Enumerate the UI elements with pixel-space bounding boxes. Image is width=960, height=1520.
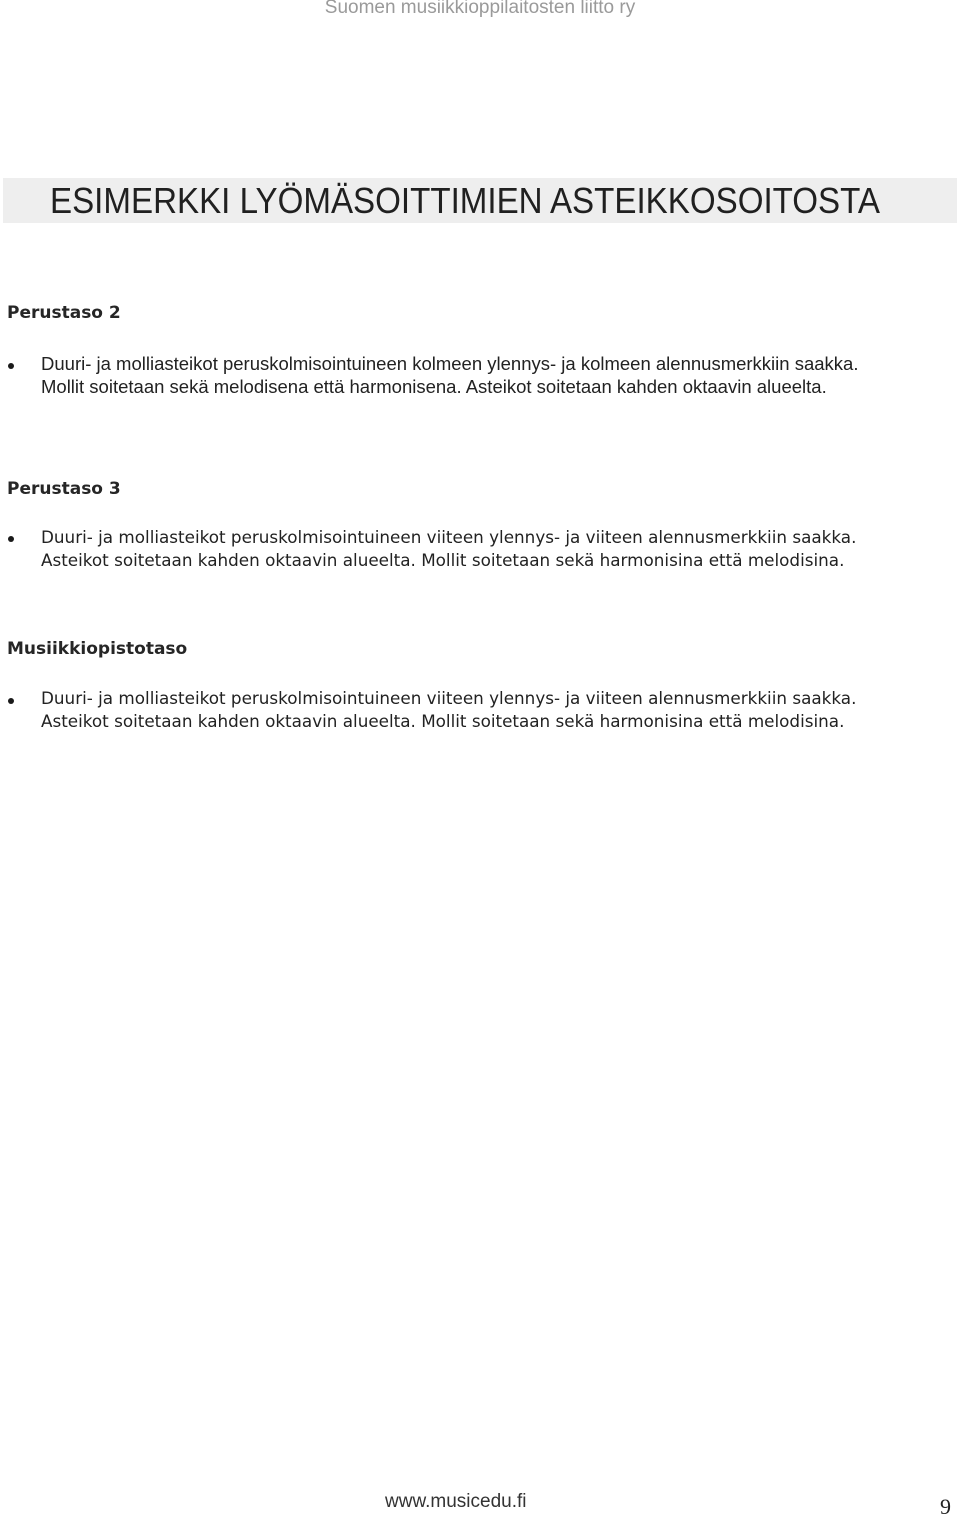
list-item-line: Duuri- ja molliasteikot peruskolmisointuineen viiteen ylennys- ja viiteen alennusmerkkiin saakka. [41, 688, 857, 708]
section-heading-musiikkiopistotaso: Musiikkiopistotaso [7, 639, 188, 659]
list-item-line: Duuri- ja molliasteikot peruskolmisointuineen viiteen ylennys- ja viiteen alennusmerkkiin saakka. [41, 527, 857, 547]
bullet-icon [8, 536, 14, 542]
list-item-line: Duuri- ja molliasteikot peruskolmisointuineen kolmeen ylennys- ja kolmeen alennusmerkkiin saakka. [41, 353, 859, 374]
section-heading-perustaso-2: Perustaso 2 [7, 303, 121, 323]
list-item [41, 352, 956, 398]
footer-url: www.musicedu.fi [385, 1491, 527, 1512]
section-heading-perustaso-3: Perustaso 3 [7, 479, 121, 499]
bullet-icon [8, 698, 14, 704]
page-header-organization: Suomen musiikkioppilaitosten liitto ry [324, 0, 636, 18]
list-item-line: Asteikot soitetaan kahden oktaavin alueelta. Mollit soitetaan sekä harmonisina että melodisina. [41, 711, 845, 731]
document-title: ESIMERKKI LYÖMÄSOITTIMIEN ASTEIKKOSOITOSTA [50, 180, 881, 221]
list-item [41, 526, 956, 572]
bullet-icon [8, 363, 14, 369]
list-item-line: Asteikot soitetaan kahden oktaavin alueelta. Mollit soitetaan sekä harmonisina että melodisina. [41, 550, 845, 570]
list-item-line: Mollit soitetaan sekä melodisena että harmonisena. Asteikot soitetaan kahden oktaavin alueelta. [41, 376, 827, 397]
list-item [41, 687, 956, 733]
page-number: 9 [940, 1494, 951, 1519]
